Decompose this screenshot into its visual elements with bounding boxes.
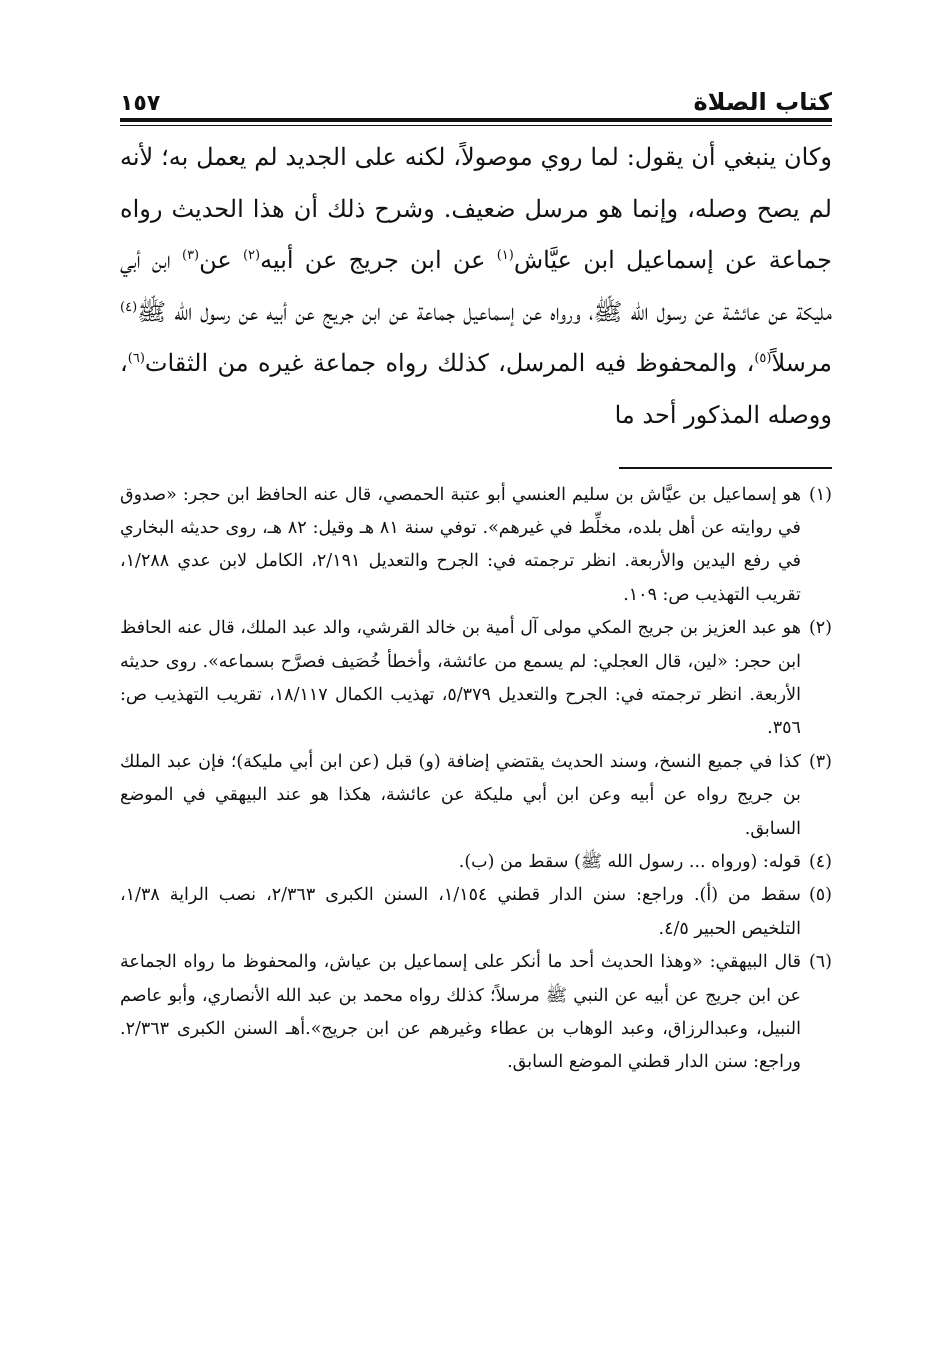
text-run: عن xyxy=(199,246,243,274)
page-number: ١٥٧ xyxy=(120,91,161,116)
footnote-text: هو عبد العزيز بن جريج المكي مولى آل أمية بن خالد القرشي، والد عبد الملك، قال عنه الحافظ ابن حجر: «لين، قال العجلي: لم يسمع من عائشة، وأخطأ خُصَيف فصرَّح بسماعه». روى حديثه الأربعة. انظر ترجمته في: الجرح والتعديل ٥/٣٧٩، تهذيب الكمال ١٨/١١٧، تقريب التهذيب ص: ٣٥٦. xyxy=(120,618,801,739)
footnote-ref-2: (٢) xyxy=(242,248,261,263)
footnote-number: (١) xyxy=(808,484,832,505)
main-paragraph xyxy=(120,132,832,441)
text-run: مرسلاً xyxy=(771,349,832,377)
footnote-6 xyxy=(120,946,832,1080)
footnote-text: هو إسماعيل بن عيَّاش بن سليم العنسي أبو عتبة الحمصي، قال عنه الحافظ ابن حجر: «صدوق في روايته عن أهل بلده، مخلِّط في غيرهم». توفي سنة ٨١ هـ وقيل: ٨٢ هـ، روى حديثه البخاري في رفع اليدين والأربعة. انظر ترجمته في: الجرح والتعديل ٢/١٩١، الكامل لابن عدي ١/٢٨٨، تقريب التهذيب ص: ١٠٩. xyxy=(120,484,801,605)
footnote-separator xyxy=(619,467,832,469)
footnote-ref-4: (٤) xyxy=(120,299,138,315)
text-run: عن ابن جريج عن أبيه xyxy=(260,246,497,274)
footnote-number: (٦) xyxy=(808,952,832,973)
footnote-ref-6: (٦) xyxy=(127,351,145,366)
footnote-number: (٥) xyxy=(808,885,832,906)
book-page xyxy=(120,78,832,1080)
footnote-number: (٤) xyxy=(808,851,832,872)
footnote-2 xyxy=(120,612,832,746)
footnote-number: (٢) xyxy=(808,618,832,639)
footnote-ref-3: (٣) xyxy=(181,248,200,263)
footnote-number: (٣) xyxy=(808,751,832,772)
text-run: ابن أبي مليكة عن عائشة عن رسول الله ﷺ، ورواه عن إسماعيل جماعة عن ابن جريج عن أبيه عن رسول الله ﷺ xyxy=(120,246,833,326)
main-text xyxy=(120,132,832,441)
footnote-text: قال البيهقي: «وهذا الحديث أحد ما أنكر على إسماعيل بن عياش، والمحفوظ ما رواه الجماعة عن ابن جريج عن أبيه عن النبي ﷺ مرسلاً؛ كذلك رواه محمد بن عبد الله الأنصاري، وأبو عاصم النبيل، وعبدالرزاق، وعبد الوهاب بن عطاء وغيرهم عن ابن جريج».أهـ السنن الكبرى ٢/٣٦٣. وراجع: سنن الدار قطني الموضع السابق. xyxy=(120,952,801,1073)
text-run: ، ووصله المذكور أحد ما xyxy=(120,349,832,429)
footnote-text: سقط من (أ). وراجع: سنن الدار قطني ١/١٥٤، السنن الكبرى ٢/٣٦٣، نصب الراية ١/٣٨، التلخيص الحبير ٤/٥. xyxy=(120,885,801,939)
footnote-1 xyxy=(120,479,832,613)
footnote-text: قوله: (ورواه ... رسول الله ﷺ) سقط من (ب). xyxy=(458,851,801,872)
header-rule-thin xyxy=(120,125,832,126)
text-run: وكان ينبغي أن يقول: لما روي موصولاً، لكنه على الجديد لم يعمل به؛ لأنه لم يصح وصله، وإنما هو مرسل ضعيف. وشرح ذلك أن هذا الحديث رواه جماعة عن إسماعيل ابن عيَّاش xyxy=(120,143,833,274)
footnote-ref-1: (١) xyxy=(496,248,514,263)
running-header xyxy=(120,78,832,116)
footnote-text: كذا في جميع النسخ، وسند الحديث يقتضي إضافة (و) قبل (عن ابن أبي مليكة)؛ فإن عبد الملك بن جريج رواه عن أبيه وعن ابن أبي مليكة عن عائشة، هكذا هو عند البيهقي في الموضع السابق. xyxy=(120,751,801,839)
footnote-ref-5: (٥) xyxy=(754,351,772,366)
text-run: ، والمحفوظ فيه المرسل، كذلك رواه جماعة غيره من الثقات xyxy=(144,349,755,377)
footnote-5 xyxy=(120,879,832,946)
header-rule-thick xyxy=(120,118,832,122)
footnote-3 xyxy=(120,746,832,846)
footnote-4 xyxy=(120,846,832,879)
running-title: كتاب الصلاة xyxy=(693,88,832,116)
footnotes xyxy=(120,479,832,1080)
